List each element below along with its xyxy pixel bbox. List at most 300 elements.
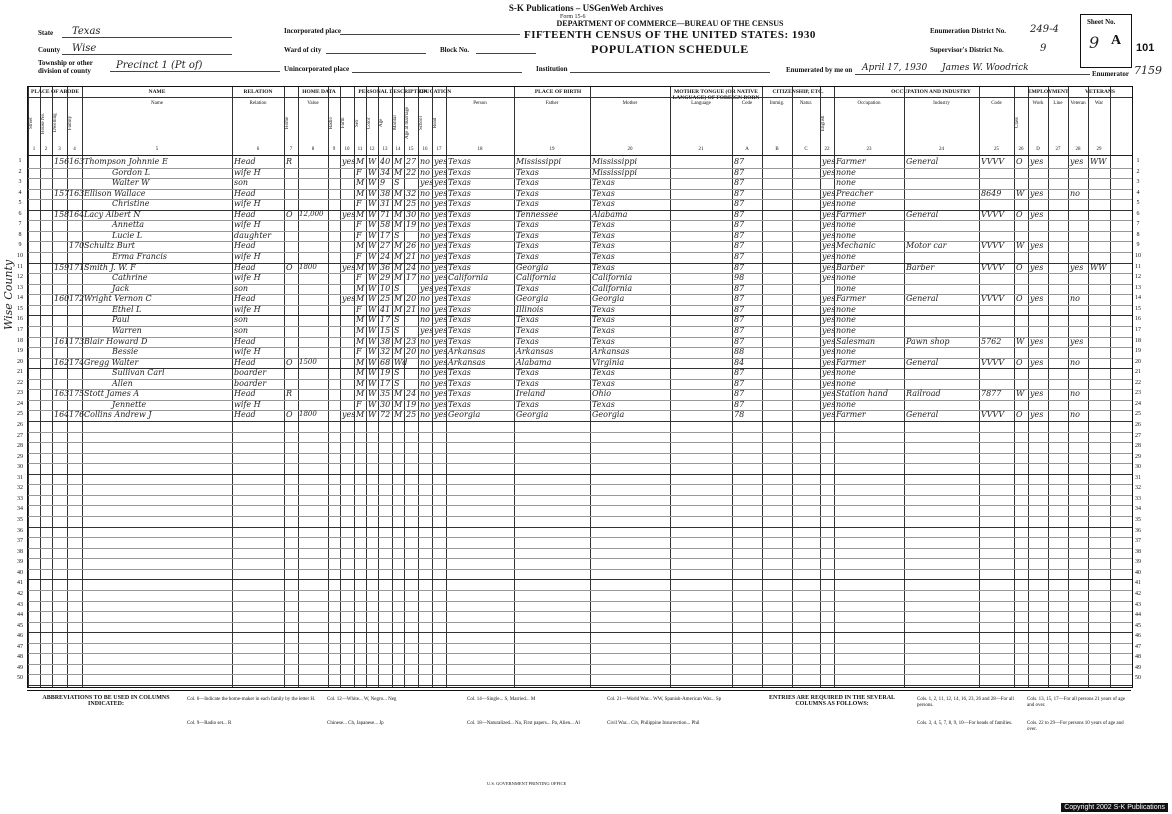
cell-school: no (420, 304, 430, 314)
cell-name: Gordon L (112, 167, 150, 177)
sheet-side: A (1111, 33, 1122, 48)
column-header: Language (691, 101, 711, 106)
column-header: Read (433, 117, 438, 129)
line-number: 28 (1135, 443, 1141, 450)
line-number: 28 (17, 443, 23, 450)
cell-occupation: none (836, 178, 856, 188)
cell-marital: M (394, 199, 403, 209)
archive-banner: S-K Publications – USGenWeb Archives (508, 3, 664, 13)
cell-school: yes (420, 178, 434, 188)
cell-school: no (420, 188, 430, 198)
cell-sex: M (356, 357, 365, 367)
cell-class: W (1016, 241, 1025, 251)
line-number: 8 (18, 231, 22, 238)
line-number: 1 (18, 158, 22, 164)
cell-father: Arkansas (516, 347, 554, 357)
section-header: PLACE OF ABODE (30, 89, 80, 95)
cell-class: W (1016, 336, 1025, 346)
cell-read: yes (434, 220, 448, 230)
cell-color: W (368, 283, 377, 293)
cell-birth: Texas (448, 368, 471, 378)
cell-marital: M (394, 209, 403, 219)
cell-sex: M (356, 389, 365, 399)
cell-farm: yes (342, 262, 356, 272)
cell-war: WW (1090, 262, 1107, 272)
column-number: 19 (549, 147, 555, 152)
cell-marital: S (394, 283, 400, 293)
column-number: 2 (44, 147, 48, 152)
line-number: 31 (1135, 474, 1141, 481)
cell-mother: Texas (592, 368, 615, 378)
line-number: 30 (17, 464, 23, 471)
cell-age-marr: 23 (406, 336, 417, 346)
cell-read: yes (434, 389, 448, 399)
cell-age: 36 (380, 262, 391, 272)
cell-father: Georgia (516, 262, 549, 272)
cell-name: Jack (112, 283, 130, 293)
cell-color: W (368, 368, 377, 378)
column-number: 3 (58, 147, 61, 152)
column-header: House No. (41, 112, 46, 134)
cell-age: 17 (380, 378, 391, 388)
cell-english: yes (822, 188, 836, 198)
section-header: PLACE OF BIRTH (534, 89, 582, 95)
cell-age-marr: 26 (406, 241, 417, 251)
cell-read: yes (434, 241, 448, 251)
cell-father: Georgia (516, 294, 549, 304)
cell-birth: Texas (448, 315, 471, 325)
cell-mother: Alabama (592, 209, 628, 219)
cell-code: 87 (734, 230, 745, 240)
cell-occupation: Farmer (836, 357, 866, 367)
cell-industry: General (906, 209, 939, 219)
cell-mother: Ohio (592, 389, 612, 399)
cell-ind-code: VVVV (981, 410, 1005, 420)
cell-mother: Texas (592, 252, 615, 262)
cell-sex: M (356, 241, 365, 251)
column-number: 7 (289, 147, 293, 152)
column-number: C (804, 147, 808, 152)
corner-stamp: 7159 (1134, 64, 1162, 77)
cell-home-value: 12,000 (299, 209, 324, 218)
cell-sex: M (356, 209, 365, 219)
cell-school: yes (420, 325, 434, 335)
cell-marital: M (394, 389, 403, 399)
cell-code: 87 (734, 252, 745, 262)
cell-dwelling: 164 (54, 410, 70, 420)
cell-code: 84 (734, 357, 745, 367)
line-number: 37 (1135, 538, 1141, 545)
cell-relation: son (234, 283, 249, 293)
line-number: 44 (17, 612, 23, 619)
line-number: 3 (18, 179, 22, 186)
cell-relation: Head (234, 188, 256, 198)
cell-relation: wife H (234, 399, 261, 409)
cell-relation: boarder (234, 378, 267, 388)
column-header: Dwelling (53, 113, 58, 133)
cell-mother: Arkansas (592, 347, 630, 357)
cell-vet: yes (1070, 262, 1084, 272)
cell-school: no (420, 410, 430, 420)
line-number: 22 (17, 379, 23, 386)
cell-father: California (516, 273, 557, 283)
entries-note: Cols. 13, 15, 17—For all persons 21 years of age and over. (1027, 697, 1126, 708)
line-number: 39 (1135, 559, 1141, 566)
cell-age-marr: 17 (406, 273, 417, 283)
cell-school: no (420, 389, 430, 399)
entries-note: Cols. 3, 4, 5, 7, 8, 9, 10—For heads of families. (917, 721, 1013, 726)
cell-sex: M (356, 283, 365, 293)
cell-relation: Head (234, 262, 256, 272)
cell-relation: Head (234, 209, 256, 219)
cell-read: yes (434, 304, 448, 314)
cell-color: W (368, 336, 377, 346)
cell-birth: California (448, 273, 489, 283)
column-header: Age (379, 118, 384, 128)
entries-note: Cols. 1, 2, 11, 12, 14, 16, 23, 26 and 28—For all persons. (917, 697, 1014, 708)
cell-class: O (1016, 209, 1023, 219)
column-number: D (1036, 147, 1040, 152)
cell-industry: General (906, 410, 939, 420)
cell-occupation: none (836, 399, 856, 409)
line-number: 14 (17, 295, 23, 302)
cell-sex: F (356, 304, 362, 314)
line-number: 34 (1135, 506, 1141, 513)
cell-birth: Texas (448, 325, 471, 335)
cell-read: yes (434, 325, 448, 335)
cell-name: Wright Vernon C (84, 294, 152, 304)
line-number: 26 (17, 422, 23, 428)
cell-age: 19 (380, 368, 391, 378)
cell-occupation: Salesman (836, 336, 876, 346)
cell-age: 38 (380, 188, 391, 198)
line-number: 47 (17, 643, 23, 650)
cell-sex: M (356, 368, 365, 378)
cell-relation: wife H (234, 252, 261, 262)
cell-farm: yes (342, 209, 356, 219)
cell-age-marr: 20 (406, 347, 417, 357)
cell-mother: Texas (592, 336, 615, 346)
cell-code: 87 (734, 178, 745, 188)
cell-birth: Texas (448, 209, 471, 219)
cell-relation: Head (234, 157, 256, 166)
cell-occupation: none (836, 220, 856, 230)
abbreviation-note: Col. 12—White... W, Negro... Neg (327, 697, 397, 702)
line-number: 27 (1135, 432, 1141, 439)
cell-sex: F (356, 399, 362, 409)
cell-read: yes (434, 178, 448, 188)
cell-relation: Head (234, 336, 256, 346)
line-number: 12 (1135, 274, 1141, 281)
column-number: 18 (477, 147, 483, 152)
cell-school: no (420, 220, 430, 230)
cell-age: 34 (380, 167, 391, 177)
cell-code: 87 (734, 188, 745, 198)
cell-read: yes (434, 230, 448, 240)
cell-father: Illinois (516, 304, 544, 314)
cell-color: W (368, 325, 377, 335)
line-number: 9 (1136, 242, 1140, 249)
cell-family: 170 (69, 241, 85, 251)
cell-dwelling: 160 (54, 294, 70, 304)
cell-read: yes (434, 336, 448, 346)
column-number: 26 (1018, 147, 1024, 152)
cell-father: Texas (516, 283, 539, 293)
cell-color: W (368, 157, 377, 166)
line-number: 31 (17, 474, 23, 481)
cell-color: W (368, 230, 377, 240)
sheet-label: Sheet No. (1087, 18, 1116, 26)
line-number: 18 (1135, 337, 1141, 344)
cell-family: 172 (69, 294, 85, 304)
cell-name: Jennette (112, 399, 147, 409)
cell-marital: S (394, 378, 400, 388)
entries-note: Cols. 22 to 29—For persons 10 years of age and over. (1027, 721, 1124, 732)
line-number: 38 (1135, 548, 1141, 555)
cell-work: yes (1030, 389, 1044, 399)
cell-home: O (286, 209, 293, 219)
cell-code: 87 (734, 199, 745, 209)
column-number: 22 (824, 147, 830, 152)
section-header: OCCUPATION AND INDUSTRY (891, 89, 971, 95)
cell-age-marr: 21 (406, 252, 417, 262)
cell-code: 87 (734, 262, 745, 272)
census-title: FIFTEENTH CENSUS OF THE UNITED STATES: 1930 (524, 29, 816, 41)
cell-home-value: 1800 (299, 410, 317, 419)
cell-occupation: none (836, 347, 856, 357)
enumeration-district-label: Enumeration District No. (930, 27, 1007, 35)
cell-birth: Texas (448, 304, 471, 314)
cell-name: Sullivan Carl (112, 368, 165, 378)
column-header: Mother (622, 101, 638, 106)
column-header: Code (741, 101, 753, 106)
cell-vet: no (1070, 188, 1080, 198)
cell-birth: Texas (448, 241, 471, 251)
line-number: 10 (1135, 253, 1141, 260)
cell-age-marr: 32 (406, 188, 417, 198)
cell-marital: M (394, 399, 403, 409)
line-number: 44 (1135, 612, 1141, 619)
cell-name: Bessie (112, 347, 139, 357)
state-value: Texas (72, 26, 101, 37)
column-number: 17 (436, 147, 442, 152)
line-number: 25 (1135, 411, 1141, 418)
cell-sex: M (356, 325, 365, 335)
cell-mother: Texas (592, 241, 615, 251)
cell-occupation: Farmer (836, 294, 866, 304)
column-header: Radio (329, 117, 334, 129)
cell-occupation: none (836, 199, 856, 209)
cell-vet: yes (1070, 157, 1084, 166)
cell-family: 163 (69, 157, 85, 166)
enumeration-district-value: 249-4 (1030, 24, 1059, 35)
column-header: Name (151, 101, 163, 106)
cell-class: O (1016, 294, 1023, 304)
cell-relation: wife H (234, 304, 261, 314)
cell-name: Smith J. W. F (84, 262, 136, 272)
cell-sex: F (356, 273, 362, 283)
cell-occupation: none (836, 368, 856, 378)
cell-occupation: Farmer (836, 410, 866, 420)
cell-color: W (368, 357, 377, 367)
cell-school: no (420, 209, 430, 219)
cell-english: yes (822, 368, 836, 378)
cell-occupation: none (836, 325, 856, 335)
line-number: 27 (17, 432, 23, 439)
cell-age-marr: 25 (406, 410, 417, 420)
cell-occupation: Barber (836, 262, 865, 272)
cell-sex: M (356, 336, 365, 346)
cell-marital: M (394, 220, 403, 230)
cell-work: yes (1030, 188, 1044, 198)
line-number: 19 (17, 348, 23, 355)
cell-school: no (420, 167, 430, 177)
column-number: 10 (344, 147, 350, 152)
section-header: MOTHER TONGUE (OR NATIVE LANGUAGE) OF FOREIGN BORN (672, 89, 760, 101)
cell-read: yes (434, 410, 448, 420)
cell-age: 40 (380, 157, 391, 166)
line-number: 36 (17, 527, 23, 534)
cell-english: yes (822, 347, 836, 357)
cell-english: yes (822, 199, 836, 209)
cell-father: Texas (516, 315, 539, 325)
cell-relation: wife H (234, 347, 261, 357)
cell-sex: M (356, 378, 365, 388)
cell-read: yes (434, 378, 448, 388)
column-number: 11 (357, 147, 363, 152)
enumerator-label: Enumerator (1092, 70, 1129, 78)
line-number: 18 (17, 337, 23, 344)
cell-code: 87 (734, 294, 745, 304)
cell-marital: M (394, 273, 403, 283)
line-number: 40 (17, 569, 23, 576)
cell-birth: Arkansas (448, 347, 486, 357)
cell-marital: S (394, 178, 400, 188)
section-header: PERSONAL DESCRIPTION (358, 89, 428, 95)
institution-label: Institution (536, 65, 568, 73)
cell-read: yes (434, 368, 448, 378)
cell-color: W (368, 304, 377, 314)
cell-marital: M (394, 157, 403, 166)
cell-ind-code: VVVV (981, 209, 1005, 219)
cell-sex: M (356, 157, 365, 166)
line-number: 21 (1135, 369, 1141, 376)
copyright-tag: Copyright 2002 S-K Publications (1061, 803, 1168, 812)
line-number: 23 (17, 390, 23, 397)
cell-ind-code: VVVV (981, 262, 1005, 272)
section-header: CITIZENSHIP, ETC. (772, 89, 824, 95)
cell-age: 17 (380, 230, 391, 240)
cell-sex: M (356, 410, 365, 420)
cell-school: no (420, 294, 430, 304)
cell-home-value: 1800 (299, 262, 317, 271)
line-number: 2 (1136, 168, 1140, 175)
line-number: 41 (17, 580, 23, 587)
cell-work: yes (1030, 410, 1044, 420)
column-header: War (1094, 101, 1104, 106)
cell-name: Schultz Burt (84, 241, 135, 251)
cell-occupation: none (836, 304, 856, 314)
cell-relation: wife H (234, 199, 261, 209)
line-number: 37 (17, 538, 23, 545)
cell-read: yes (434, 347, 448, 357)
cell-birth: Texas (448, 230, 471, 240)
column-header: English (821, 115, 826, 131)
cell-relation: son (234, 178, 249, 188)
abbreviation-note: Col. 9—Radio set... R (187, 721, 232, 726)
cell-age: 25 (380, 294, 391, 304)
cell-age: 41 (380, 304, 391, 314)
cell-family: 175 (69, 389, 85, 399)
cell-code: 87 (734, 336, 745, 346)
line-number: 23 (1135, 390, 1141, 397)
cell-english: yes (822, 167, 836, 177)
cell-code: 87 (734, 389, 745, 399)
line-number: 26 (1135, 422, 1141, 428)
line-number: 32 (1135, 485, 1141, 492)
cell-english: yes (822, 220, 836, 230)
column-header: Class (1015, 117, 1020, 129)
cell-occupation: none (836, 378, 856, 388)
cell-relation: son (234, 315, 249, 325)
column-header: Code (991, 101, 1002, 106)
cell-english: yes (822, 378, 836, 388)
cell-occupation: none (836, 230, 856, 240)
abbreviations-title: ABBREVIATIONS TO BE USED IN COLUMNS INDICATED: (42, 695, 170, 707)
cell-relation: wife H (234, 220, 261, 230)
cell-vet: yes (1070, 336, 1084, 346)
cell-code: 87 (734, 378, 745, 388)
cell-family: 163 (69, 188, 85, 198)
line-number: 10 (17, 253, 23, 260)
cell-code: 78 (734, 410, 745, 420)
column-header: Occupation (857, 101, 881, 106)
cell-age-marr: 25 (406, 199, 417, 209)
cell-mother: Texas (592, 199, 615, 209)
cell-age: 29 (380, 273, 391, 283)
schedule-title: POPULATION SCHEDULE (591, 42, 749, 56)
cell-school: no (420, 157, 430, 166)
cell-family: 174 (69, 357, 85, 367)
enumerated-label: Enumerated by me on (786, 66, 853, 74)
cell-mother: Texas (592, 315, 615, 325)
cell-code: 87 (734, 209, 745, 219)
column-number: 4 (73, 147, 76, 152)
cell-marital: M (394, 304, 403, 314)
cell-name: Erma Francis (112, 252, 168, 262)
cell-sex: M (356, 262, 365, 272)
cell-read: yes (434, 157, 448, 166)
line-number: 14 (1135, 295, 1141, 302)
column-header: Relation (249, 101, 267, 106)
cell-marital: M (394, 336, 403, 346)
cell-read: yes (434, 399, 448, 409)
line-number: 50 (17, 675, 23, 682)
cell-english: yes (822, 336, 836, 346)
cell-work: yes (1030, 336, 1044, 346)
cell-farm: yes (342, 410, 356, 420)
line-number: 20 (1135, 358, 1141, 365)
cell-read: yes (434, 283, 448, 293)
cell-relation: Head (234, 410, 256, 420)
cell-occupation: none (836, 167, 856, 177)
cell-age: 15 (380, 325, 391, 335)
incorporated-label: Incorporated place (284, 27, 341, 35)
column-header: Person (473, 101, 487, 106)
line-number: 43 (1135, 601, 1141, 608)
cell-sex: F (356, 220, 362, 230)
line-number: 41 (1135, 580, 1141, 587)
